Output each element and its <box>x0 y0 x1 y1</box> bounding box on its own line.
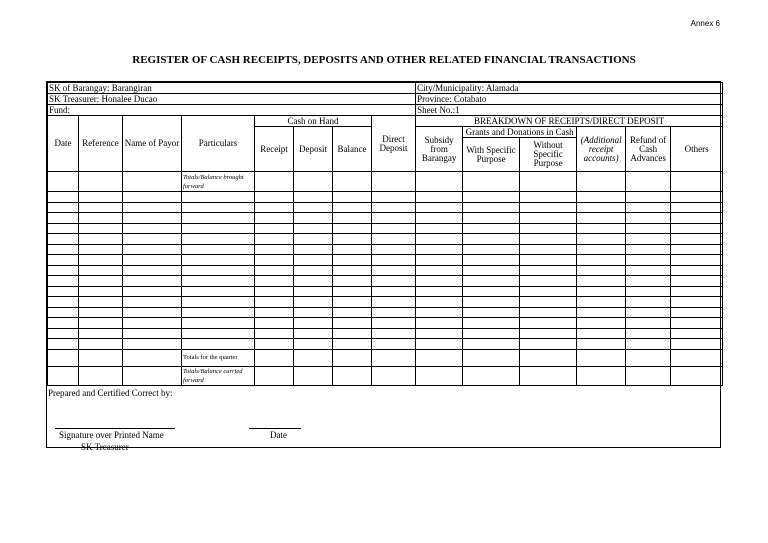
prepared-by-label: Prepared and Certified Correct by: <box>48 387 173 398</box>
carried-forward-label: Totals/Balance carried forward <box>182 366 255 385</box>
col-cash-on-hand: Cash on Hand <box>255 116 372 127</box>
col-date: Date <box>48 116 79 172</box>
signatory-role: SK Treasurer <box>81 441 129 452</box>
sheet-field: Sheet No.:1 <box>416 105 723 116</box>
barangay-field: SK of Barangay: Barangiran <box>48 83 416 94</box>
province-field: Province: Cotabato <box>416 94 723 105</box>
annex-label: Annex 6 <box>690 19 720 28</box>
treasurer-field: SK Treasurer: Honalee Ducao <box>48 94 416 105</box>
col-breakdown: BREAKDOWN OF RECEIPTS/DIRECT DEPOSIT <box>416 116 723 127</box>
col-deposit: Deposit <box>294 127 333 172</box>
col-particulars: Particulars <box>182 116 255 172</box>
col-grants: Grants and Donations in Cash <box>463 127 577 138</box>
totals-quarter-label: Totals for the quarter <box>182 349 255 366</box>
signature-label: Signature over Printed Name <box>59 429 164 440</box>
page-title: REGISTER OF CASH RECEIPTS, DEPOSITS AND OTHER RELATED FINANCIAL TRANSACTIONS <box>132 54 636 66</box>
col-refund: Refund of Cash Advances <box>626 127 671 172</box>
col-direct-deposit: Direct Deposit <box>372 116 416 172</box>
register-table <box>47 82 723 386</box>
col-others: Others <box>671 127 723 172</box>
brought-forward-label: Totals/Balance brought forward <box>182 172 255 192</box>
fund-field: Fund: <box>48 105 416 116</box>
col-subsidy: Subsidy from Barangay <box>416 127 463 172</box>
col-reference: Reference <box>79 116 123 172</box>
register-form <box>46 81 721 452</box>
col-balance: Balance <box>333 127 372 172</box>
col-receipt: Receipt <box>255 127 294 172</box>
date-line <box>249 428 301 429</box>
col-without-specific: Without Specific Purpose <box>520 138 577 172</box>
city-field: City/Municipality: Alamada <box>416 83 723 94</box>
signature-line <box>55 428 175 429</box>
col-additional: (Additional receipt accounts) <box>577 127 626 172</box>
col-with-specific: With Specific Purpose <box>463 138 520 172</box>
col-payor: Name of Payor <box>123 116 182 172</box>
date-label: Date <box>270 429 287 440</box>
